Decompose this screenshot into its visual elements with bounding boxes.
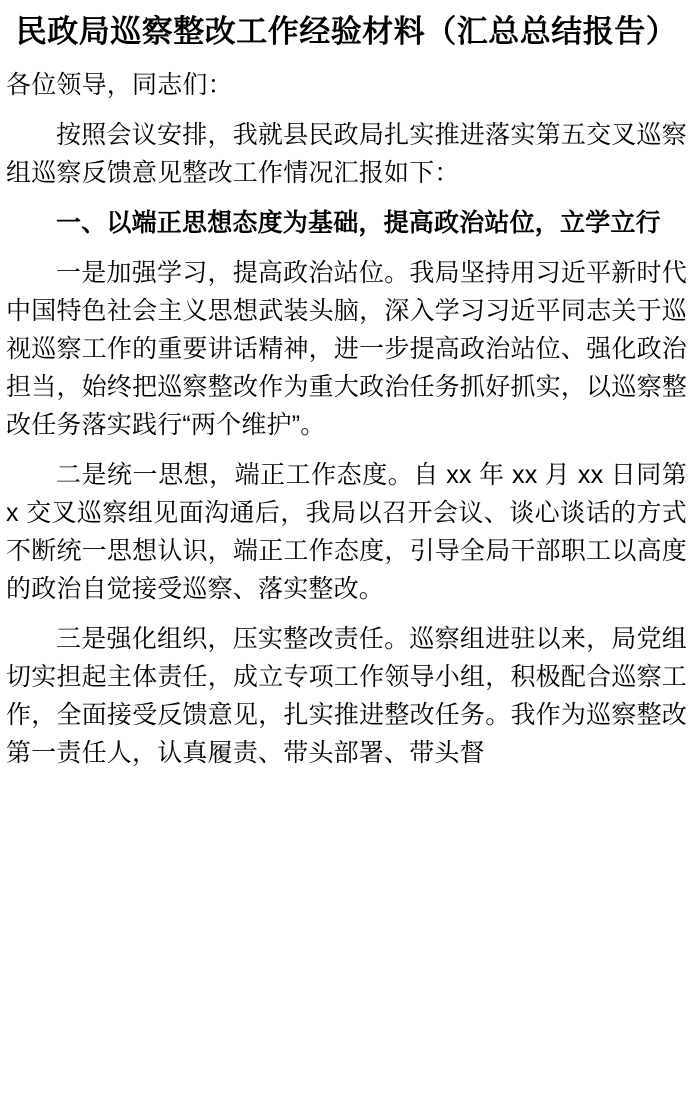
- paragraph-point-three: 三是强化组织，压实整改责任。巡察组进驻以来，局党组切实担起主体责任，成立专项工作领导小组，积极配合巡察工作，全面接受反馈意见，扎实推进整改任务。我作为巡察整改第一责任人，认真履责、带头部署、带头督: [6, 625, 687, 768]
- paragraph-heading-one: 一、以端正思想态度为基础，提高政治站位，立学立行: [56, 209, 661, 238]
- paragraph-point-two: 二是统一思想，端正工作态度。自 xx 年 xx 月 xx 日同第 x 交叉巡察组见面沟通后，我局以召开会议、谈心谈话的方式不断统一思想认识，端正工作态度，引导全局干部职工以高度的政治自觉接受巡察、落实整改。: [6, 461, 687, 604]
- paragraph-intro: 按照会议安排，我就县民政局扎实推进落实第五交叉巡察组巡察反馈意见整改工作情况汇报如下：: [6, 121, 687, 188]
- page-title: 民政局巡察整改工作经验材料（汇总总结报告）: [15, 14, 678, 49]
- paragraph-salutation: 各位领导，同志们：: [6, 71, 233, 100]
- paragraph-point-one: 一是加强学习，提高政治站位。我局坚持用习近平新时代中国特色社会主义思想武装头脑，深入学习习近平同志关于巡视巡察工作的重要讲话精神，进一步提高政治站位、强化政治担当，始终把巡察整改作为重大政治任务抓好抓实，以巡察整改任务落实践行“两个维护”。: [6, 259, 687, 440]
